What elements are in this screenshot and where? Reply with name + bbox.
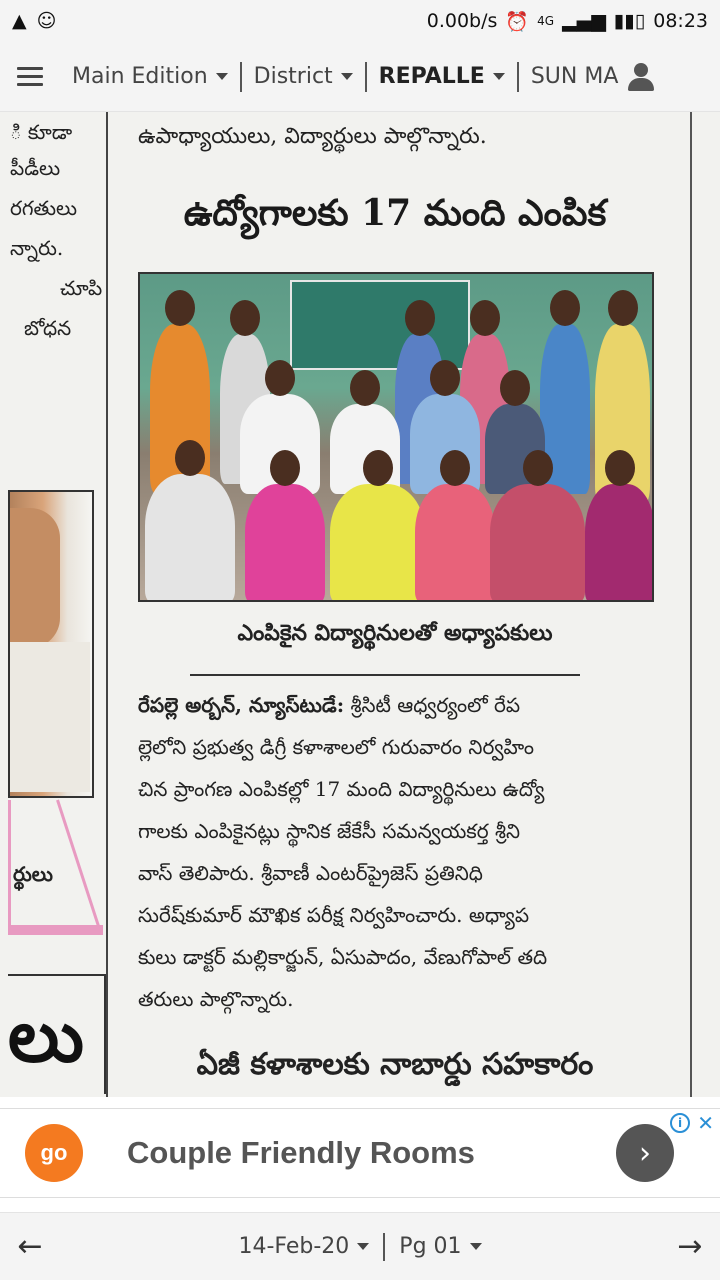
article-top-line: ఉపాధ్యాయులు, విద్యార్థులు పాల్గొన్నారు.	[138, 124, 487, 149]
college-banner	[290, 280, 470, 370]
user-account-icon[interactable]	[626, 57, 656, 97]
epaper-viewport[interactable]	[0, 112, 720, 1097]
district-dropdown[interactable]	[242, 42, 365, 112]
clock: 08:23	[653, 10, 708, 32]
arrow-left-icon[interactable]: ←	[17, 1229, 43, 1264]
net-speed: 0.00b/s	[426, 10, 498, 32]
column-divider	[690, 112, 692, 1097]
left-fragment: న్నారు.	[10, 236, 64, 260]
info-icon[interactable]: i	[670, 1113, 690, 1133]
date-dropdown[interactable]	[238, 1234, 369, 1259]
edition-dropdown[interactable]	[60, 42, 240, 112]
article-body	[138, 684, 650, 1020]
caption-rule	[190, 674, 580, 676]
left-fragment: బోధన	[24, 316, 72, 340]
warning-icon: ▲	[12, 10, 27, 32]
location-label: REPALLE	[378, 64, 485, 89]
body-line: శ్రీసిటీ ఆధ్వర్యంలో రేప	[350, 693, 521, 717]
chevron-down-icon	[470, 1243, 482, 1250]
district-label: District	[253, 64, 333, 89]
left-fragment: ి కూడా	[10, 120, 73, 144]
left-column	[0, 112, 108, 1097]
body-line: సురేష్‌కుమార్ మౌఖిక పరీక్ష నిర్వహించారు. అధ్యాప	[138, 903, 530, 927]
chevron-down-icon	[216, 73, 228, 80]
chevron-right-icon[interactable]: ›	[616, 1124, 674, 1182]
article	[130, 112, 660, 1097]
arrow-right-icon[interactable]: →	[677, 1229, 703, 1264]
body-line: చిన ప్రాంగణ ఎంపికల్లో 17 మంది విద్యార్థినులు ఉద్యో	[138, 777, 545, 801]
network-type: 4G	[537, 14, 555, 28]
next-edition-dropdown[interactable]	[519, 42, 619, 112]
next-article-headline: ఏజీ కళాశాలకు నాబార్డు సహకారం	[196, 1047, 594, 1082]
page-label: Pg 01	[399, 1234, 462, 1259]
body-line: వాస్ తెలిపారు. శ్రీవాణీ ఎంటర్‌ప్రైజెస్ ప్రతినిధి	[138, 861, 483, 885]
ad-title[interactable]: Couple Friendly Rooms	[127, 1135, 475, 1170]
battery-icon: ▮▮▯	[613, 10, 646, 32]
close-icon[interactable]: ✕	[697, 1111, 714, 1135]
left-fragment: చూపి	[60, 276, 103, 300]
chevron-down-icon	[493, 73, 505, 80]
photo-caption: ఎంపికైన విద్యార్థినులతో అధ్యాపకులు	[237, 620, 553, 646]
left-big-heading: లు	[8, 974, 106, 1094]
ad-logo: go	[25, 1124, 83, 1182]
alarm-icon: ⏰	[505, 10, 530, 33]
divider	[383, 1233, 385, 1261]
location-dropdown[interactable]	[367, 42, 517, 112]
article-headline: ఉద్యోగాలకు 17 మంది ఎంపిక	[183, 192, 607, 234]
body-line: తరులు పాల్గొన్నారు.	[138, 987, 294, 1011]
body-line: గాలకు ఎంపికైనట్లు స్థానిక జేకేసీ సమన్వయకర్త శ్రీని	[138, 819, 520, 843]
page-dropdown[interactable]	[399, 1234, 481, 1259]
date-label: 14-Feb-20	[238, 1234, 350, 1259]
chevron-down-icon	[357, 1243, 369, 1250]
top-toolbar	[0, 42, 720, 112]
chevron-down-icon	[341, 73, 353, 80]
ad-banner[interactable]	[0, 1108, 720, 1198]
body-line: ల్లెలోని ప్రభుత్వ డిగ్రీ కళాశాలలో గురువారం నిర్వహిం	[138, 735, 535, 759]
signal-icon: ▂▄▆	[562, 10, 606, 32]
bottom-nav	[0, 1212, 720, 1280]
left-box-label: ర్థులు	[13, 862, 53, 886]
left-photo	[8, 490, 94, 798]
messenger-icon: ☺	[36, 10, 57, 32]
next-edition-label: SUN MA	[530, 64, 619, 89]
edition-label: Main Edition	[72, 64, 208, 89]
body-line: కులు డాక్టర్ మల్లికార్జున్, ఏసుపాదం, వేణుగోపాల్ తది	[138, 945, 548, 969]
left-fragment: పీడీలు	[10, 156, 61, 180]
hamburger-menu-icon[interactable]	[0, 42, 60, 112]
group-photo	[138, 272, 654, 602]
article-dateline: రేపల్లె అర్బన్, న్యూస్‌టుడే:	[138, 693, 345, 717]
status-bar	[0, 0, 720, 42]
pink-graphic	[8, 800, 100, 935]
left-fragment: రగతులు	[10, 196, 78, 220]
